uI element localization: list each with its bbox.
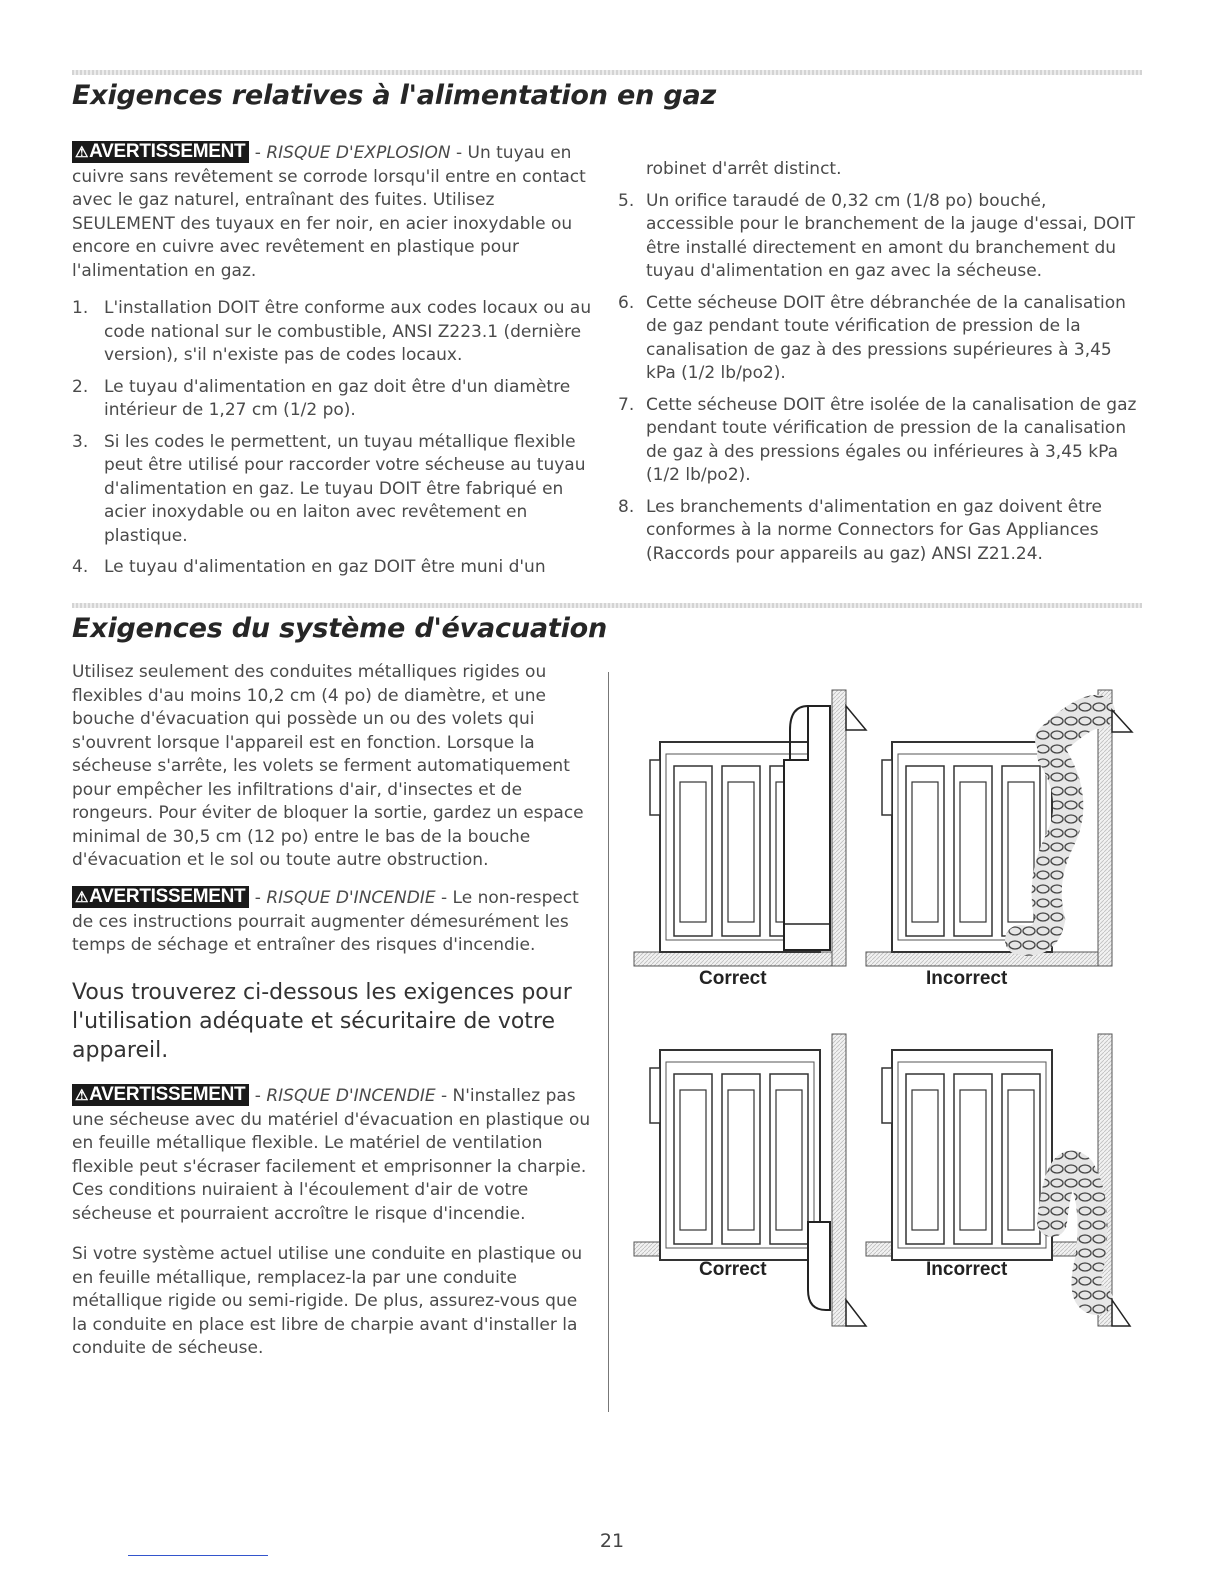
figure-label-incorrect-bottom: Incorrect bbox=[926, 1259, 1008, 1280]
list-item: 1. L'installation DOIT être conforme aux codes locaux ou au code national sur le combustible, ANSI Z223.1 (dernière version), s'il n'existe pas de codes locaux. bbox=[72, 298, 592, 365]
exhaust-warning-1: ⚠AVERTISSEMENT - RISQUE D'INCENDIE - Le non-respect de ces instructions pourrait augmenter démesurément les temps de séchage et entraîner des risques d'incendie. bbox=[72, 886, 579, 955]
diagram-bottom-left-correct bbox=[634, 1034, 866, 1326]
exhaust-closing: Si votre système actuel utilise une conduite en plastique ou en feuille métallique, remplacez-la par une conduite métallique rigide ou semi-rigide. De plus, assurez-vous que la conduite en place est libre de charpie avant d'installer la conduite de sécheuse. bbox=[72, 1244, 583, 1358]
warning-risk: RISQUE D'INCENDIE bbox=[266, 888, 436, 908]
gas-warning: ⚠AVERTISSEMENT - RISQUE D'EXPLOSION - Un tuyau en cuivre sans revêtement se corrode lorsqu'il entre en contact avec le gaz naturel, entraînant des fuites. Utilisez SEULEMENT des tuyaux en fer noir, en acier inoxydable ou encore en cuivre avec revêtement en plastique pour l'alimentation en gaz. bbox=[72, 141, 586, 281]
exhaust-section-title: Exigences du système d'évacuation bbox=[72, 613, 608, 644]
diagram-top-left-correct bbox=[634, 690, 866, 966]
warning-badge: ⚠AVERTISSEMENT bbox=[72, 886, 249, 908]
item4-continuation: robinet d'arrêt distinct. bbox=[646, 159, 842, 179]
page-number: 21 bbox=[599, 1530, 625, 1552]
exhaust-subheading: Vous trouverez ci-dessous les exigences pour l'utilisation adéquate et sécuritaire de votre appareil. bbox=[72, 980, 572, 1063]
diagram-bottom-right-incorrect bbox=[866, 1034, 1130, 1326]
warning-triangle-icon: ⚠ bbox=[75, 1087, 89, 1104]
warning-badge: ⚠AVERTISSEMENT bbox=[72, 141, 249, 163]
diagram-top-right-incorrect bbox=[866, 690, 1132, 966]
list-item: 5. Un orifice taraudé de 0,32 cm (1/8 po) bouché, accessible pour le branchement de la jauge d'essai, DOIT être installé directement en amont du branchement du tuyau d'alimentation en gaz avec la sécheuse. bbox=[618, 190, 1135, 281]
warning-risk: RISQUE D'INCENDIE bbox=[266, 1086, 436, 1106]
figure-label-correct-top: Correct bbox=[699, 968, 767, 989]
gas-section-title: Exigences relatives à l'alimentation en gaz bbox=[72, 80, 717, 111]
list-item: 6. Cette sécheuse DOIT être débranchée de la canalisation de gaz pendant toute vérification de pression de la canalisation de gaz à des pressions supérieures à 3,45 kPa (1/2 lb/po2). bbox=[618, 292, 1126, 383]
exhaust-intro: Utilisez seulement des conduites métalliques rigides ou flexibles d'au moins 10,2 cm (4 po) de diamètre, et une bouche d'évacuation qui possède un ou des volets qui s'ouvrent lorsque l'appareil est en fonction. Lorsque la sécheuse s'arrête, les volets se ferment automatiquement pour empêcher les infiltrations d'air, d'insectes et de rongeurs. Pour éviter de bloquer la sortie, gardez un espace minimal de 30,5 cm (12 po) entre le bas de la bouche d'évacuation et le sol ou toute autre obstruction. bbox=[72, 662, 584, 870]
warning-badge: ⚠AVERTISSEMENT bbox=[72, 1084, 249, 1106]
list-item: 4. Le tuyau d'alimentation en gaz DOIT être muni d'un bbox=[72, 557, 546, 577]
figure-label-incorrect-top: Incorrect bbox=[926, 968, 1008, 989]
list-item: 7. Cette sécheuse DOIT être isolée de la canalisation de gaz pendant toute vérification de pression de la canalisation de gaz à des pressions égales ou inférieures à 3,45 kPa (1/2 lb/po2). bbox=[618, 394, 1137, 485]
list-item: 2. Le tuyau d'alimentation en gaz doit être d'un diamètre intérieur de 1,27 cm (1/2 po). bbox=[72, 376, 571, 420]
warning-triangle-icon: ⚠ bbox=[75, 144, 89, 161]
list-item: 3. Si les codes le permettent, un tuyau métallique flexible peut être utilisé pour raccorder votre sécheuse au tuyau d'alimentation en gaz. Le tuyau DOIT être fabriqué en acier inoxydable ou en laiton avec revêtement en plastique. bbox=[72, 431, 586, 546]
warning-triangle-icon: ⚠ bbox=[75, 889, 89, 906]
exhaust-warning-2: ⚠AVERTISSEMENT - RISQUE D'INCENDIE - N'installez pas une sécheuse avec du matériel d'évacuation en plastique ou en feuille métallique flexible. Le matériel de ventilation flexible peut s'écraser facilement et emprisonner la charpie. Ces conditions nuiraient à l'écoulement d'air de votre sécheuse et pourraient accroître le risque d'incendie. bbox=[72, 1084, 591, 1224]
list-item: 8. Les branchements d'alimentation en gaz doivent être conformes à la norme Connectors for Gas Appliances (Raccords pour appareils au gaz) ANSI Z21.24. bbox=[618, 496, 1102, 564]
warning-risk: RISQUE D'EXPLOSION bbox=[266, 143, 451, 163]
footer-line bbox=[128, 1555, 268, 1556]
figure-label-correct-bottom: Correct bbox=[699, 1259, 767, 1280]
